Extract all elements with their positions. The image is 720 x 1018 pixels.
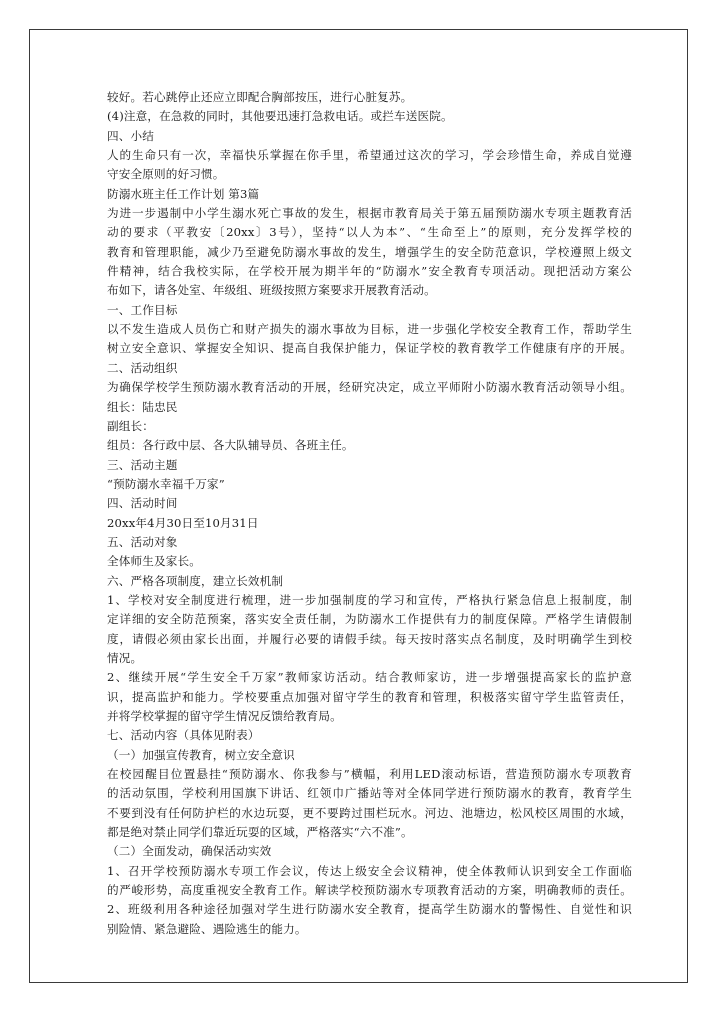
text-line: 不要到没有任何防护栏的水边玩耍，更不要跨过围栏玩水。河边、池塘边，松风校区周围的水域，	[107, 805, 632, 820]
text-line: 1、召开学校预防溺水专项工作会议，传达上级安全会议精神，使全体教师认识到安全工作面临	[107, 863, 632, 878]
text-line: 为确保学校学生预防溺水教育活动的开展，经研究决定，成立平师附小防溺水教育活动领导小组。	[107, 380, 632, 395]
text-line: 在校园醒目位置悬挂“预防溺水、你我参与”横幅，利用LED滚动标语，营造预防溺水专项教育	[107, 767, 632, 782]
text-line: 防溺水班主任工作计划 第3篇	[107, 186, 260, 201]
text-line: 组长：陆忠民	[107, 399, 178, 414]
text-line: 二、活动组织	[107, 360, 178, 375]
text-line: 七、活动内容（具体见附表）	[107, 728, 260, 743]
text-line: 并将学校掌握的留守学生情况反馈给教育局。	[107, 709, 342, 723]
text-line: （二）全面发动，确保活动实效	[107, 844, 272, 859]
text-line: 的严峻形势，高度重视安全教育工作。解读学校预防溺水专项教育活动的方案，明确教师的责任。	[107, 883, 632, 898]
text-line: 五、活动对象	[107, 534, 178, 549]
text-line: 教育和管理职能，减少乃至避免防溺水事故的发生，增强学生的安全防范意识，学校遵照上级文	[107, 244, 632, 259]
text-line: 守安全原则的好习惯。	[107, 167, 225, 182]
text-line: 全体师生及家长。	[107, 554, 201, 569]
text-line: 以不发生造成人员伤亡和财产损失的溺水事故为目标，进一步强化学校安全教育工作，帮助学生	[107, 322, 632, 337]
text-line: 2、继续开展“学生安全千万家”教师家访活动。结合教师家访，进一步增强提高家长的监护意	[107, 670, 632, 685]
text-line: 树立安全意识、掌握安全知识、提高自我保护能力，保证学校的教育教学工作健康有序的开展。	[107, 341, 632, 356]
text-line: 人的生命只有一次，幸福快乐掌握在你手里，希望通过这次的学习，学会珍惜生命，养成自觉遵	[107, 148, 632, 163]
text-line: 件精神，结合我校实际，在学校开展为期半年的“防溺水”安全教育专项活动。现把活动方案公	[107, 264, 632, 279]
text-line: 六、严格各项制度，建立长效机制	[107, 573, 284, 588]
text-line: 三、活动主题	[107, 457, 178, 472]
text-line: 较好。若心跳停止还应立即配合胸部按压，进行心脏复苏。	[107, 90, 413, 104]
text-line: 副组长：	[107, 418, 154, 433]
text-line: 一、工作目标	[107, 302, 178, 317]
text-line: 为进一步遏制中小学生溺水死亡事故的发生，根据市教育局关于第五届预防溺水专项主题教育活	[107, 206, 632, 221]
text-line: 定详细的安全防范预案，落实安全责任制，为防溺水工作提供有力的制度保障。严格学生请假制	[107, 612, 632, 627]
text-line: 都是绝对禁止同学们靠近玩耍的区域，严格落实“六不准”。	[107, 825, 413, 840]
text-line: (4)注意，在急救的同时，其他要迅速打急救电话。或拦车送医院。	[107, 109, 453, 124]
text-line: 识，提高监护和能力。学校要重点加强对留守学生的教育和管理，积极落实留守学生监管责任，	[107, 689, 632, 704]
text-line: 布如下，请各处室、年级组、班级按照方案要求开展教育活动。	[107, 283, 436, 298]
document-body	[107, 88, 632, 939]
text-line: 四、小结	[107, 128, 154, 143]
text-line: 别险情、紧急避险、遇险逃生的能力。	[107, 921, 307, 936]
text-line: 四、活动时间	[107, 496, 178, 511]
text-line: （一）加强宣传教育，树立安全意识	[107, 747, 295, 762]
text-line: 情况。	[107, 650, 143, 665]
text-line: 度，请假必须由家长出面，并履行必要的请假手续。每天按时落实点名制度，及时明确学生到校	[107, 631, 632, 646]
text-line: 20xx年4月30日至10月31日	[107, 515, 259, 530]
text-line: 组员：各行政中层、各大队辅导员、各班主任。	[107, 438, 354, 453]
text-line: 的活动氛围，学校利用国旗下讲话、红领巾广播站等对全体同学进行预防溺水的教育，教育学生	[107, 786, 632, 801]
text-line: 2、班级利用各种途径加强对学生进行防溺水安全教育，提高学生防溺水的警惕性、自觉性和识	[107, 902, 632, 917]
text-line: 动的要求（平教安〔20xx〕3号），坚持“以人为本”、“生命至上”的原则，充分发挥学校的	[107, 225, 632, 240]
text-line: 1、学校对安全制度进行梳理，进一步加强制度的学习和宣传，严格执行紧急信息上报制度，制	[107, 592, 632, 607]
text-line: “预防溺水幸福千万家”	[107, 476, 225, 491]
